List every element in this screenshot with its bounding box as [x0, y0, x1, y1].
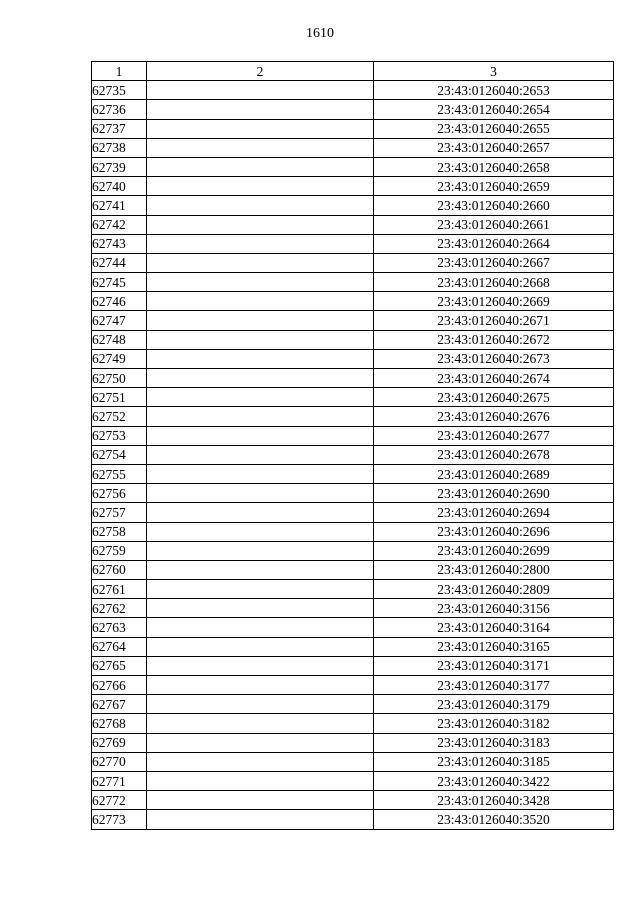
description-cell	[147, 196, 374, 215]
table-row	[92, 791, 614, 810]
row-number-cell: 62765	[92, 656, 147, 675]
description-cell	[147, 273, 374, 292]
description-cell	[147, 177, 374, 196]
description-cell	[147, 695, 374, 714]
row-number-cell: 62758	[92, 522, 147, 541]
row-number-cell: 62752	[92, 407, 147, 426]
description-cell	[147, 445, 374, 464]
table-row	[92, 580, 614, 599]
row-number-cell: 62744	[92, 253, 147, 272]
table-row	[92, 407, 614, 426]
description-cell	[147, 215, 374, 234]
description-cell	[147, 752, 374, 771]
cadastral-number-cell: 23:43:0126040:3179	[374, 695, 614, 714]
row-number-cell: 62769	[92, 733, 147, 752]
description-cell	[147, 771, 374, 790]
row-number-cell: 62741	[92, 196, 147, 215]
description-cell	[147, 330, 374, 349]
row-number-cell: 62742	[92, 215, 147, 234]
row-number-cell: 62753	[92, 426, 147, 445]
table-row	[92, 771, 614, 790]
description-cell	[147, 522, 374, 541]
column-header-2: 2	[147, 62, 374, 81]
row-number-cell: 62736	[92, 100, 147, 119]
table-row	[92, 541, 614, 560]
description-cell	[147, 369, 374, 388]
cadastral-number-cell: 23:43:0126040:2696	[374, 522, 614, 541]
table-row	[92, 484, 614, 503]
cadastral-number-cell: 23:43:0126040:3156	[374, 599, 614, 618]
row-number-cell: 62761	[92, 580, 147, 599]
description-cell	[147, 484, 374, 503]
row-number-cell: 62746	[92, 292, 147, 311]
cadastral-number-cell: 23:43:0126040:2689	[374, 464, 614, 483]
description-cell	[147, 407, 374, 426]
page-number: 1610	[306, 26, 334, 41]
description-cell	[147, 81, 374, 100]
description-cell	[147, 426, 374, 445]
table-row	[92, 349, 614, 368]
cadastral-number-cell: 23:43:0126040:3165	[374, 637, 614, 656]
row-number-cell: 62759	[92, 541, 147, 560]
table-row	[92, 138, 614, 157]
description-cell	[147, 100, 374, 119]
table-row	[92, 695, 614, 714]
row-number-cell: 62740	[92, 177, 147, 196]
cadastral-number-cell: 23:43:0126040:2800	[374, 560, 614, 579]
cadastral-number-cell: 23:43:0126040:2658	[374, 157, 614, 176]
cadastral-number-cell: 23:43:0126040:2672	[374, 330, 614, 349]
description-cell	[147, 464, 374, 483]
row-number-cell: 62762	[92, 599, 147, 618]
row-number-cell: 62763	[92, 618, 147, 637]
table-row	[92, 426, 614, 445]
row-number-cell: 62743	[92, 234, 147, 253]
table-row	[92, 618, 614, 637]
cadastral-number-cell: 23:43:0126040:2655	[374, 119, 614, 138]
table-row	[92, 464, 614, 483]
row-number-cell: 62739	[92, 157, 147, 176]
cadastral-number-cell: 23:43:0126040:2668	[374, 273, 614, 292]
row-number-cell: 62756	[92, 484, 147, 503]
row-number-cell: 62750	[92, 369, 147, 388]
row-number-cell: 62735	[92, 81, 147, 100]
cadastral-number-cell: 23:43:0126040:2694	[374, 503, 614, 522]
row-number-cell: 62748	[92, 330, 147, 349]
cadastral-number-cell: 23:43:0126040:2654	[374, 100, 614, 119]
table-body	[92, 81, 614, 829]
table-row	[92, 292, 614, 311]
row-number-cell: 62770	[92, 752, 147, 771]
cadastral-number-cell: 23:43:0126040:3185	[374, 752, 614, 771]
description-cell	[147, 618, 374, 637]
table-row	[92, 157, 614, 176]
table-row	[92, 656, 614, 675]
row-number-cell: 62764	[92, 637, 147, 656]
table-row	[92, 733, 614, 752]
table-row	[92, 445, 614, 464]
table-row	[92, 311, 614, 330]
description-cell	[147, 599, 374, 618]
table-row	[92, 369, 614, 388]
cadastral-number-cell: 23:43:0126040:3164	[374, 618, 614, 637]
table-row	[92, 599, 614, 618]
description-cell	[147, 541, 374, 560]
cadastral-number-cell: 23:43:0126040:3183	[374, 733, 614, 752]
table-row	[92, 215, 614, 234]
column-header-3: 3	[374, 62, 614, 81]
cadastral-number-cell: 23:43:0126040:2671	[374, 311, 614, 330]
table-row	[92, 196, 614, 215]
cadastral-number-cell: 23:43:0126040:3422	[374, 771, 614, 790]
description-cell	[147, 733, 374, 752]
cadastral-number-cell: 23:43:0126040:2660	[374, 196, 614, 215]
cadastral-number-cell: 23:43:0126040:3171	[374, 656, 614, 675]
row-number-cell: 62757	[92, 503, 147, 522]
table-row	[92, 177, 614, 196]
cadastral-number-cell: 23:43:0126040:2676	[374, 407, 614, 426]
description-cell	[147, 311, 374, 330]
row-number-cell: 62773	[92, 810, 147, 829]
registry-table	[91, 61, 614, 830]
cadastral-number-cell: 23:43:0126040:3177	[374, 676, 614, 695]
description-cell	[147, 119, 374, 138]
row-number-cell: 62749	[92, 349, 147, 368]
description-cell	[147, 138, 374, 157]
description-cell	[147, 676, 374, 695]
row-number-cell: 62754	[92, 445, 147, 464]
description-cell	[147, 714, 374, 733]
cadastral-number-cell: 23:43:0126040:3428	[374, 791, 614, 810]
cadastral-number-cell: 23:43:0126040:2653	[374, 81, 614, 100]
table-row	[92, 234, 614, 253]
description-cell	[147, 580, 374, 599]
cadastral-number-cell: 23:43:0126040:3182	[374, 714, 614, 733]
header-row	[92, 62, 614, 81]
table-row	[92, 253, 614, 272]
row-number-cell: 62738	[92, 138, 147, 157]
description-cell	[147, 253, 374, 272]
table-row	[92, 330, 614, 349]
description-cell	[147, 388, 374, 407]
row-number-cell: 62767	[92, 695, 147, 714]
table-row	[92, 752, 614, 771]
description-cell	[147, 637, 374, 656]
cadastral-number-cell: 23:43:0126040:2678	[374, 445, 614, 464]
row-number-cell: 62772	[92, 791, 147, 810]
cadastral-number-cell: 23:43:0126040:2667	[374, 253, 614, 272]
cadastral-number-cell: 23:43:0126040:2674	[374, 369, 614, 388]
cadastral-number-cell: 23:43:0126040:2659	[374, 177, 614, 196]
description-cell	[147, 503, 374, 522]
table-row	[92, 637, 614, 656]
row-number-cell: 62737	[92, 119, 147, 138]
cadastral-number-cell: 23:43:0126040:2699	[374, 541, 614, 560]
cadastral-number-cell: 23:43:0126040:2661	[374, 215, 614, 234]
description-cell	[147, 656, 374, 675]
cadastral-number-cell: 23:43:0126040:2673	[374, 349, 614, 368]
table-row	[92, 714, 614, 733]
description-cell	[147, 791, 374, 810]
table-row	[92, 119, 614, 138]
table-row	[92, 273, 614, 292]
cadastral-number-cell: 23:43:0126040:2809	[374, 580, 614, 599]
row-number-cell: 62766	[92, 676, 147, 695]
description-cell	[147, 234, 374, 253]
table-row	[92, 810, 614, 829]
cadastral-number-cell: 23:43:0126040:2677	[374, 426, 614, 445]
description-cell	[147, 810, 374, 829]
row-number-cell: 62768	[92, 714, 147, 733]
row-number-cell: 62745	[92, 273, 147, 292]
cadastral-number-cell: 23:43:0126040:3520	[374, 810, 614, 829]
cadastral-number-cell: 23:43:0126040:2657	[374, 138, 614, 157]
description-cell	[147, 560, 374, 579]
row-number-cell: 62771	[92, 771, 147, 790]
row-number-cell: 62747	[92, 311, 147, 330]
column-header-1: 1	[92, 62, 147, 81]
table-row	[92, 522, 614, 541]
description-cell	[147, 157, 374, 176]
row-number-cell: 62751	[92, 388, 147, 407]
cadastral-number-cell: 23:43:0126040:2669	[374, 292, 614, 311]
description-cell	[147, 292, 374, 311]
cadastral-number-cell: 23:43:0126040:2675	[374, 388, 614, 407]
cadastral-number-cell: 23:43:0126040:2690	[374, 484, 614, 503]
table-row	[92, 100, 614, 119]
table-row	[92, 676, 614, 695]
table-row	[92, 81, 614, 100]
row-number-cell: 62760	[92, 560, 147, 579]
row-number-cell: 62755	[92, 464, 147, 483]
table-row	[92, 560, 614, 579]
table-row	[92, 503, 614, 522]
cadastral-number-cell: 23:43:0126040:2664	[374, 234, 614, 253]
description-cell	[147, 349, 374, 368]
table-row	[92, 388, 614, 407]
table-header	[92, 62, 614, 81]
